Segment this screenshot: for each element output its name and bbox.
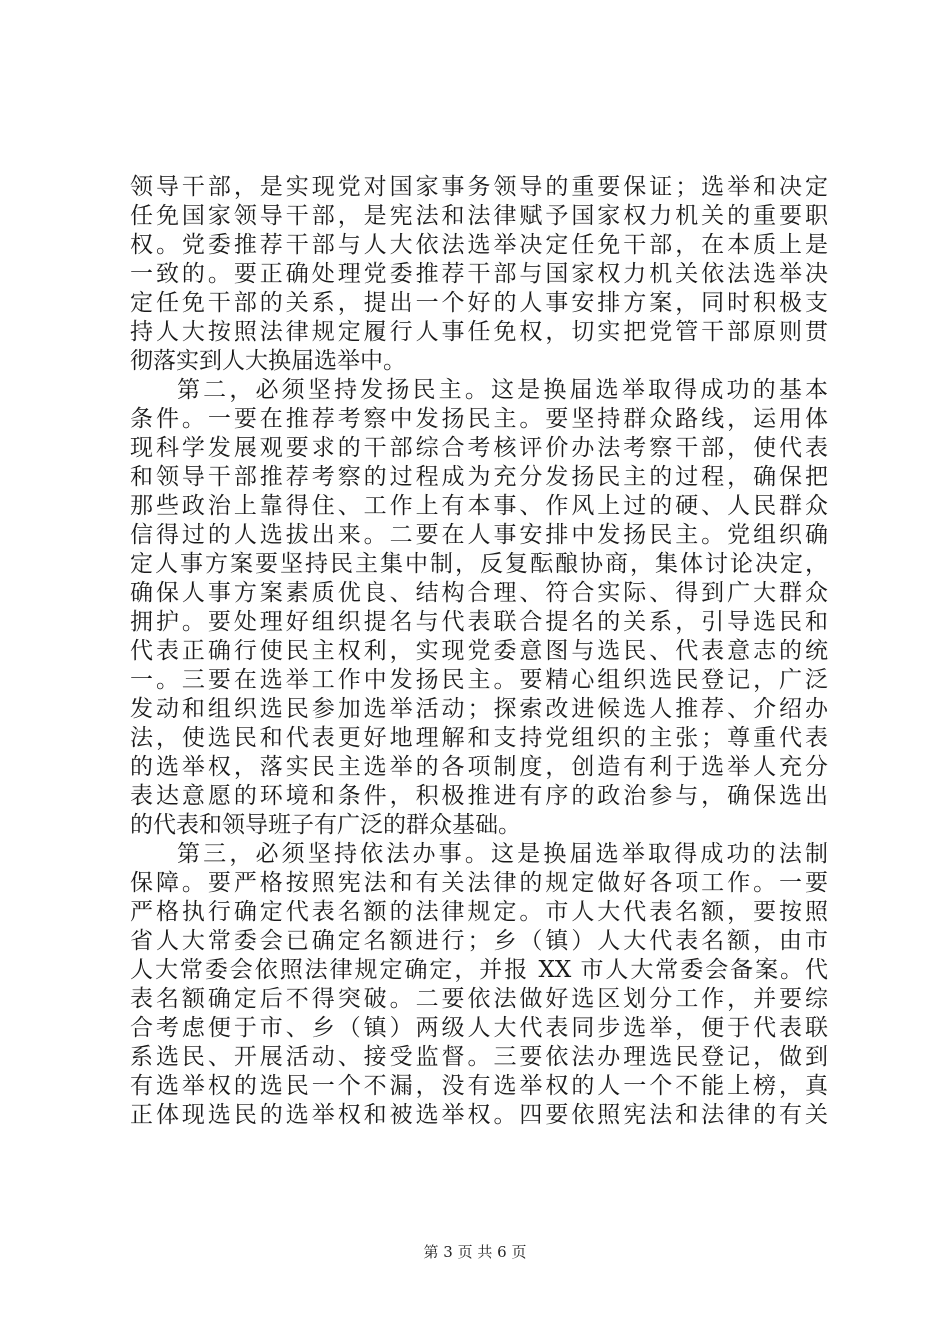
text-line: 领导干部，是实现党对国家事务领导的重要保证；选举和决定 — [130, 174, 828, 200]
text-line: 第二，必须坚持发扬民主。这是换届选举取得成功的基本 — [177, 377, 828, 403]
text-line: 信得过的人选拔出来。二要在人事安排中发扬民主。党组织确 — [130, 522, 828, 548]
page-number-label: 第 3 页 共 6 页 — [423, 1243, 527, 1261]
text-line: 有选举权的选民一个不漏，没有选举权的人一个不能上榜，真 — [130, 1073, 828, 1099]
text-line: 严格执行确定代表名额的法律规定。市人大代表名额，要按照 — [130, 899, 828, 925]
text-line: 定人事方案要坚持民主集中制，反复酝酿协商，集体讨论决定， — [130, 551, 828, 577]
text-line: 合考虑便于市、乡（镇）两级人大代表同步选举，便于代表联 — [130, 1015, 828, 1041]
text-line: 代表正确行使民主权利，实现党委意图与选民、代表意志的统 — [130, 638, 828, 664]
text-line: 一。三要在选举工作中发扬民主。要精心组织选民登记，广泛 — [130, 667, 828, 693]
text-line: 定任免干部的关系，提出一个好的人事安排方案，同时积极支 — [130, 290, 828, 316]
text-line: 系选民、开展活动、接受监督。三要依法办理选民登记，做到 — [130, 1044, 828, 1070]
text-line: 条件。一要在推荐考察中发扬民主。要坚持群众路线，运用体 — [130, 406, 828, 432]
text-line: 权。党委推荐干部与人大依法选举决定任免干部，在本质上是 — [130, 232, 828, 258]
text-line: 彻落实到人大换届选举中。 — [130, 348, 406, 374]
text-line: 表名额确定后不得突破。二要依法做好选区划分工作，并要综 — [130, 986, 828, 1012]
text-line: 省人大常委会已确定名额进行；乡（镇）人大代表名额，由市 — [130, 928, 828, 954]
text-line: 保障。要严格按照宪法和有关法律的规定做好各项工作。一要 — [130, 870, 828, 896]
text-line: 发动和组织选民参加选举活动；探索改进候选人推荐、介绍办 — [130, 696, 828, 722]
page-footer — [0, 1242, 950, 1262]
text-line: 拥护。要处理好组织提名与代表联合提名的关系，引导选民和 — [130, 609, 828, 635]
text-line: 和领导干部推荐考察的过程成为充分发扬民主的过程，确保把 — [130, 464, 828, 490]
document-body — [130, 173, 828, 1130]
text-line: 现科学发展观要求的干部综合考核评价办法考察干部，使代表 — [130, 435, 828, 461]
text-line: 人大常委会依照法律规定确定，并报 XX 市人大常委会备案。代 — [130, 957, 828, 983]
text-line: 持人大按照法律规定履行人事任免权，切实把党管干部原则贯 — [130, 319, 828, 345]
text-line: 第三，必须坚持依法办事。这是换届选举取得成功的法制 — [177, 841, 828, 867]
text-line: 的代表和领导班子有广泛的群众基础。 — [130, 812, 521, 838]
text-line: 法，使选民和代表更好地理解和支持党组织的主张；尊重代表 — [130, 725, 828, 751]
text-line: 正体现选民的选举权和被选举权。四要依照宪法和法律的有关 — [130, 1102, 828, 1128]
text-line: 一致的。要正确处理党委推荐干部与国家权力机关依法选举决 — [130, 261, 828, 287]
text-line: 的选举权，落实民主选举的各项制度，创造有利于选举人充分 — [130, 754, 828, 780]
text-line: 那些政治上靠得住、工作上有本事、作风上过的硬、人民群众 — [130, 493, 828, 519]
text-line: 表达意愿的环境和条件，积极推进有序的政治参与，确保选出 — [130, 783, 828, 809]
text-line: 确保人事方案素质优良、结构合理、符合实际、得到广大群众 — [130, 580, 828, 606]
text-line: 任免国家领导干部，是宪法和法律赋予国家权力机关的重要职 — [130, 203, 828, 229]
